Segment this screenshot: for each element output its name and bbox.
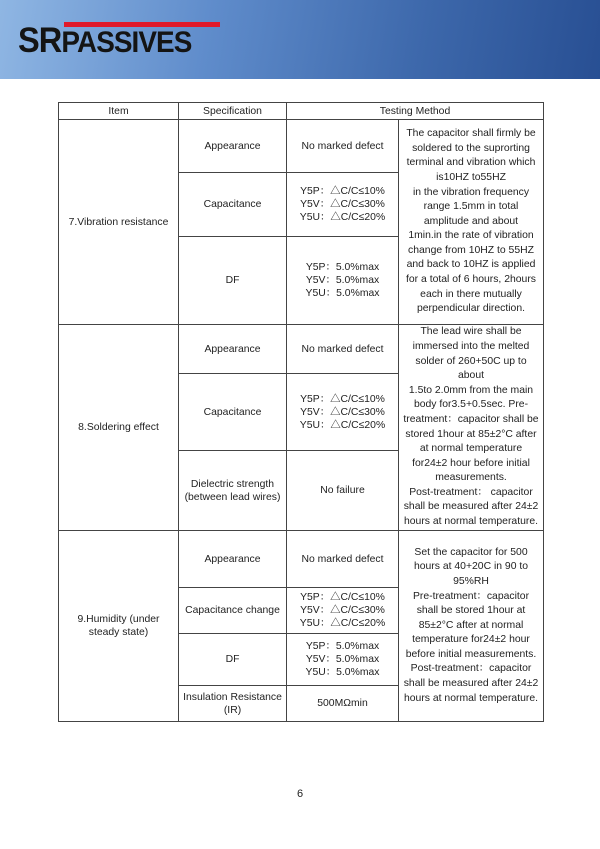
requirement-cell: No marked defect [287, 531, 399, 588]
requirement-cell: No failure [287, 451, 399, 531]
table-row [59, 120, 544, 173]
spec-cell: DF [179, 634, 287, 686]
spec-cell: Capacitance change [179, 588, 287, 634]
page-number: 6 [296, 788, 304, 800]
requirement-cell: No marked defect [287, 325, 399, 374]
item-cell: 9.Humidity (under steady state) [59, 531, 179, 722]
requirement-cell: Y5P：△C/C≤10% Y5V：△C/C≤30% Y5U：△C/C≤20% [287, 374, 399, 451]
requirement-cell: Y5P：△C/C≤10% Y5V：△C/C≤30% Y5U：△C/C≤20% [287, 173, 399, 237]
method-cell: The capacitor shall firmly be soldered to the suprorting terminal and vibration which is10HZ to55HZ in the vibration frequency range 1.5mm in total amplitude and about 1min.in the rate of vibration change from 10HZ to 55HZ and back to 10HZ is applied for a total of 6 hours, 2hours each in there mutually perpendicular direction. [399, 120, 544, 325]
spec-cell: Appearance [179, 120, 287, 173]
column-header: Item [59, 103, 179, 120]
requirement-cell: 500MΩmin [287, 686, 399, 722]
item-cell: 8.Soldering effect [59, 325, 179, 531]
spec-cell: DF [179, 237, 287, 325]
method-cell: The lead wire shall be immersed into the melted solder of 260+50C up to about 1.5to 2.0mm from the main body for3.5+0.5sec. Pre- treatment：capacitor shall be stored 1hour at 85±2°C after at normal temperature for24±2 hour before initial measurements. Post-treatment： capacitor shall be measured after 24±2 hours at normal temperature. [399, 325, 544, 531]
spec-table [58, 102, 544, 722]
requirement-cell: Y5P：5.0%max Y5V：5.0%max Y5U：5.0%max [287, 634, 399, 686]
method-cell: Set the capacitor for 500 hours at 40+20C in 90 to 95%RH Pre-treatment：capacitor shall be stored 1hour at 85±2°C after at normal temperature for24±2 hour before initial measurements. Post-treatment：capacitor shall be measured after 24±2 hours at normal temperature. [399, 531, 544, 722]
column-header: Testing Method [287, 103, 544, 120]
spec-cell: Capacitance [179, 173, 287, 237]
spec-cell: Capacitance [179, 374, 287, 451]
table-header-row [59, 103, 544, 120]
column-header: Specification [179, 103, 287, 120]
requirement-cell: Y5P：5.0%max Y5V：5.0%max Y5U：5.0%max [287, 237, 399, 325]
spec-cell: Insulation Resistance (IR) [179, 686, 287, 722]
item-cell: 7.Vibration resistance [59, 120, 179, 325]
spec-cell: Appearance [179, 325, 287, 374]
requirement-cell: Y5P：△C/C≤10% Y5V：△C/C≤30% Y5U：△C/C≤20% [287, 588, 399, 634]
header-banner: SRPASSIVES [0, 0, 600, 79]
spec-cell: Dielectric strength (between lead wires) [179, 451, 287, 531]
table-row [59, 531, 544, 588]
requirement-cell: No marked defect [287, 120, 399, 173]
table-row [59, 325, 544, 374]
spec-cell: Appearance [179, 531, 287, 588]
